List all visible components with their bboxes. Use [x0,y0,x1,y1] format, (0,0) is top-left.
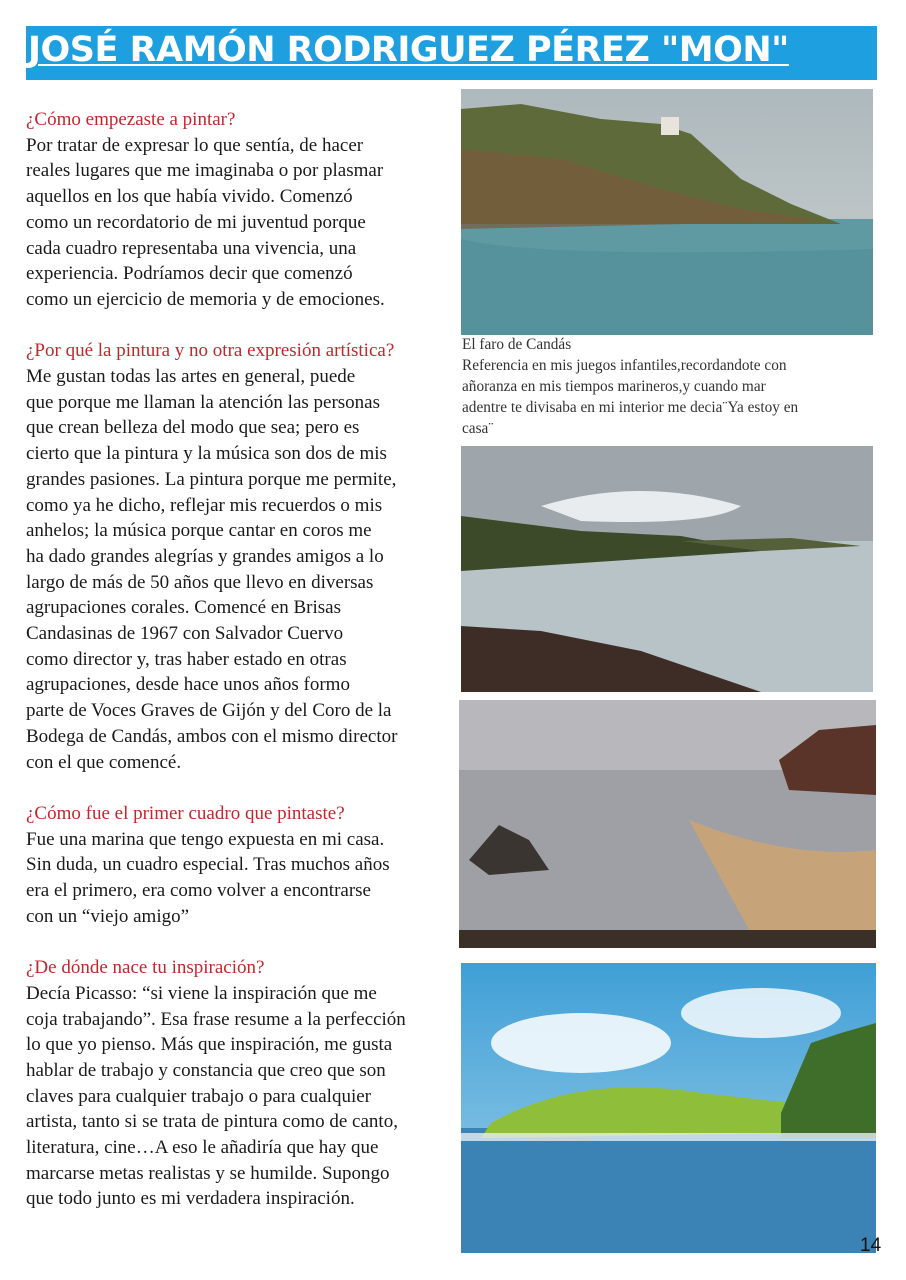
caption-line: añoranza en mis tiempos marineros,y cuando mar [462,378,766,395]
question: ¿Cómo fue el primer cuadro que pintaste? [26,802,345,824]
answer-line: reales lugares que me imaginaba o por plasmar [26,160,384,182]
answer-line: grandes pasiones. La pintura porque me permite, [26,468,397,490]
caption-line: casa¨ [462,420,494,437]
painting-beach-rocks [459,700,876,948]
answer-line: Me gustan todas las artes en general, puede [26,366,356,388]
answer-line: anhelos; la música porque cantar en coros me [26,520,372,542]
question: ¿De dónde nace tu inspiración? [26,957,265,979]
painting-coast-cliffs [461,446,873,692]
interview-section [26,338,451,775]
answer-line: artista, tanto si se trata de pintura como de canto, [26,1111,398,1133]
answer-line: experiencia. Podríamos decir que comenzó [26,263,353,285]
caption-title: El faro de Candás [462,336,572,353]
answer-line: con un “viejo amigo” [26,905,190,927]
answer-line: Decía Picasso: “si viene la inspiración que me [26,982,377,1004]
answer-line: era el primero, era como volver a encontrarse [26,880,371,902]
answer-line: como ya he dicho, reflejar mis recuerdos o mis [26,494,383,516]
page-title-banner [26,26,877,80]
page-title: JOSÉ RAMÓN RODRIGUEZ PÉREZ "MON" [28,30,789,70]
answer-line: Sin duda, un cuadro especial. Tras muchos años [26,854,390,876]
answer-line: con el que comencé. [26,751,182,773]
answer-line: cierto que la pintura y la música son dos de mis [26,443,387,465]
interview-section [26,801,451,930]
answer-line: largo de más de 50 años que llevo en diversas [26,571,374,593]
painting-caption [462,334,882,439]
answer-line: hablar de trabajo y constancia que creo que son [26,1059,386,1081]
answer-line: Candasinas de 1967 con Salvador Cuervo [26,623,344,645]
answer-line: Por tratar de expresar lo que sentía, de hacer [26,134,364,156]
answer-line: como director y, tras haber estado en otras [26,648,347,670]
interview-column [26,107,451,1238]
answer-line: parte de Voces Graves de Gijón y del Coro de la [26,700,392,722]
answer-line: que todo junto es mi verdadera inspiración. [26,1188,355,1210]
interview-section [26,955,451,1212]
caption-line: Referencia en mis juegos infantiles,recordandote con [462,357,787,374]
painting-lighthouse-candas [461,89,873,335]
question: ¿Cómo empezaste a pintar? [26,109,236,130]
answer-line: coja trabajando”. Esa frase resume a la perfección [26,1008,406,1030]
answer-line: ha dado grandes alegrías y grandes amigos a lo [26,545,384,567]
answer-line: que crean belleza del modo que sea; pero es [26,417,360,439]
answer-line: Bodega de Candás, ambos con el mismo director [26,725,398,747]
answer-line: literatura, cine…A eso le añadiría que hay que [26,1137,379,1159]
question: ¿Por qué la pintura y no otra expresión artística? [26,340,395,362]
answer-line: marcarse metas realistas y se humilde. Supongo [26,1162,390,1184]
caption-line: adentre te divisaba en mi interior me decia¨Ya estoy en [462,399,799,416]
answer-line: que porque me llaman la atención las personas [26,391,381,413]
answer-line: como un ejercicio de memoria y de emociones. [26,288,385,310]
answer-line: lo que yo pienso. Más que inspiración, me gusta [26,1034,393,1056]
answer-line: Fue una marina que tengo expuesta en mi casa. [26,828,385,850]
answer-line: cada cuadro representaba una vivencia, una [26,237,357,259]
painting-island-sea [461,963,876,1253]
answer-line: como un recordatorio de mi juventud porque [26,211,366,233]
answer-line: agrupaciones corales. Comencé en Brisas [26,597,341,619]
answer-line: claves para cualquier trabajo o para cualquier [26,1085,371,1107]
page-number: 14 [860,1235,882,1256]
answer-line: agrupaciones, desde hace unos años formo [26,674,350,696]
answer-line: aquellos en los que había vivido. Comenzó [26,186,353,208]
interview-section [26,107,451,313]
